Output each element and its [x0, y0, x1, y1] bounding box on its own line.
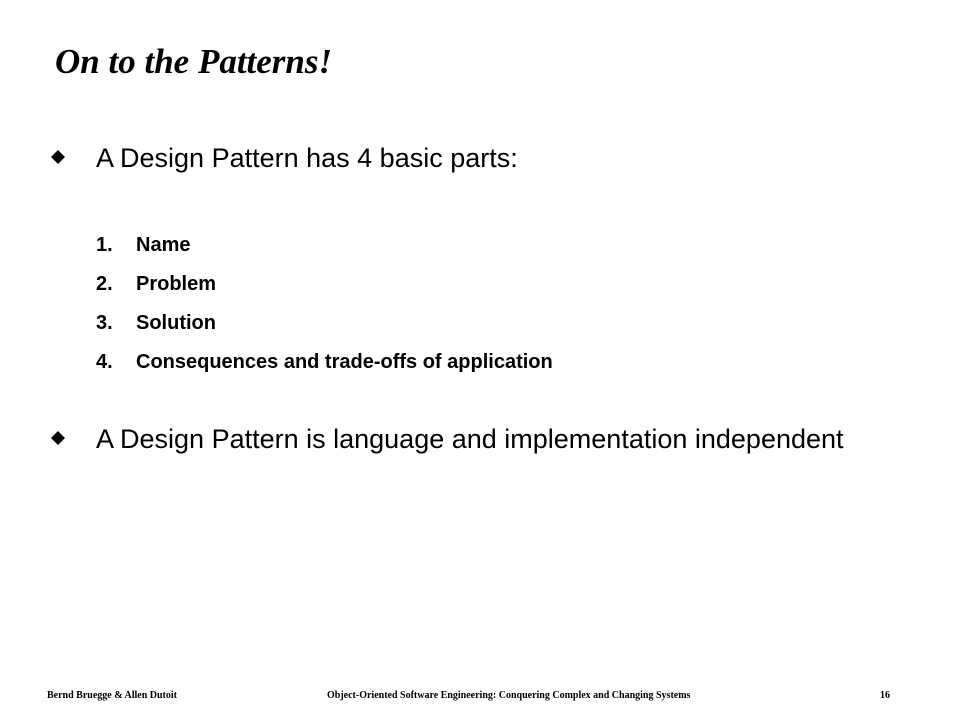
- slide-title: On to the Patterns!: [55, 42, 333, 81]
- page-number: 16: [880, 690, 890, 701]
- list-item-label: Solution: [136, 312, 216, 334]
- footer-authors: Bernd Bruegge & Allen Dutoit: [47, 690, 177, 701]
- diamond-bullet-icon: [50, 149, 66, 165]
- footer-book-title: Object-Oriented Software Engineering: Conquering Complex and Changing Systems: [327, 690, 691, 701]
- list-item-number: 2.: [96, 273, 113, 295]
- list-item-label: Name: [136, 234, 191, 256]
- bullet-text: A Design Pattern has 4 basic parts:: [96, 143, 518, 173]
- list-item: [96, 349, 553, 388]
- list-item-number: 4.: [96, 351, 113, 373]
- list-item: [96, 271, 553, 310]
- list-item-number: 1.: [96, 234, 113, 256]
- parts-list: [96, 232, 553, 388]
- bullet-item: [50, 424, 870, 455]
- list-item-label: Consequences and trade-offs of application: [136, 351, 553, 373]
- list-item-label: Problem: [136, 273, 217, 295]
- bullet-item: [50, 143, 870, 174]
- bullet-text: A Design Pattern is language and implementation independent: [96, 424, 844, 454]
- slide-footer: [0, 688, 960, 704]
- list-item: [96, 310, 553, 349]
- list-item-number: 3.: [96, 312, 113, 334]
- diamond-bullet-icon: [50, 430, 66, 446]
- list-item: [96, 232, 553, 271]
